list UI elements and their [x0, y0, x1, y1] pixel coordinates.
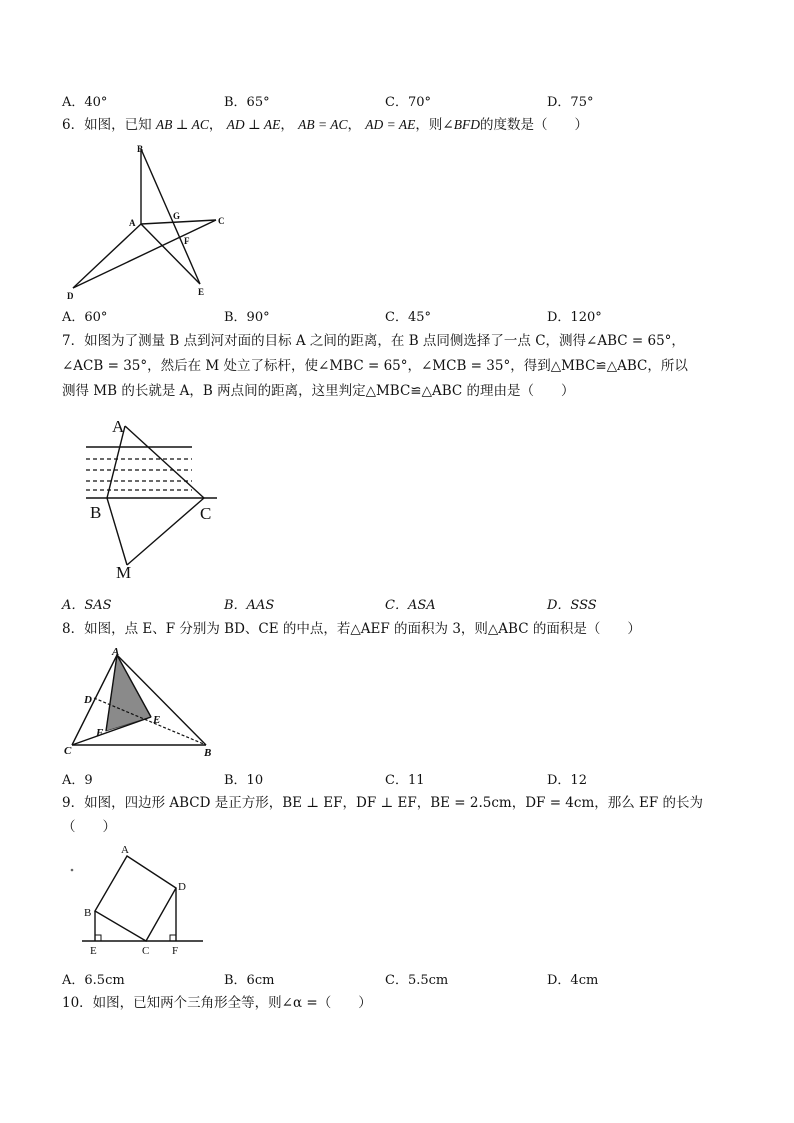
- q6-option-c[interactable]: C．45°: [385, 310, 431, 325]
- q7-stem-line-3: 测得 MB 的长就是 A，B 两点间的距离，这里判定△MBC≌△ABC 的理由是（ ）: [62, 383, 575, 399]
- q7-line-AC: [125, 426, 204, 498]
- q9-right-angle-E: [95, 935, 101, 941]
- q6-angle: BFD: [453, 117, 480, 132]
- q7-figure: [80, 410, 240, 585]
- q6-stem: 6．如图，已知 AB ⊥ AC， AD ⊥ AE， AB = AC， AD = AE，则∠BFD的度数是（ ）: [62, 117, 588, 133]
- q8-label-C: C: [64, 745, 72, 757]
- q7-option-d[interactable]: D．SSS: [547, 598, 597, 613]
- q6-label-G: G: [173, 211, 181, 221]
- q6-option-d[interactable]: D．120°: [547, 310, 602, 325]
- q9-label-B: B: [84, 907, 92, 919]
- q6-cond-3: AB = AC: [298, 117, 348, 132]
- q6-label-D: D: [67, 291, 74, 301]
- q9-options: [62, 969, 762, 989]
- q6-label-C: C: [218, 216, 225, 226]
- q6-line-AE: [141, 224, 200, 284]
- q6-label-E: E: [198, 287, 205, 297]
- q8-figure: [60, 643, 230, 763]
- q6-cond-1: AB ⊥ AC: [155, 117, 209, 132]
- q7-option-a[interactable]: A．SAS: [62, 598, 112, 613]
- q8-stem: 8．如图，点 E、F 分别为 BD、CE 的中点，若△AEF 的面积为 3，则△ABC 的面积是（ ）: [62, 621, 641, 637]
- q9-label-A: A: [121, 844, 129, 856]
- q6-stem-a: 如图，已知: [84, 117, 152, 133]
- q9-option-c[interactable]: C．5.5cm: [385, 973, 449, 988]
- q7-label-C: C: [200, 504, 212, 523]
- q6-option-b[interactable]: B．90°: [224, 310, 270, 325]
- q6-label-A: A: [129, 218, 136, 228]
- q9-stem-line-2: （ ）: [62, 819, 116, 835]
- q9-label-F: F: [172, 945, 179, 957]
- q8-label-B: B: [204, 747, 212, 759]
- q6-figure: [60, 140, 230, 305]
- q8-option-b[interactable]: B．10: [224, 773, 264, 788]
- q6-option-a[interactable]: A．60°: [62, 310, 108, 325]
- q5-option-d[interactable]: D．75°: [547, 95, 594, 110]
- q7-line-CM: [127, 498, 204, 565]
- q6-cond-2: AD ⊥ AE: [226, 117, 281, 132]
- q9-label-D: D: [178, 881, 186, 893]
- q7-stem-line-1: 7．如图为了测量 B 点到河对面的目标 A 之间的距离，在 B 点同侧选择了一点 C，测得∠ABC = 65°，: [62, 333, 685, 349]
- q9-label-E: E: [90, 945, 97, 957]
- q6-line-BE: [141, 149, 200, 284]
- q7-line-AB: [107, 426, 125, 498]
- q8-option-a[interactable]: A．9: [62, 773, 93, 788]
- q8-label-A: A: [112, 646, 120, 658]
- q6-stem-b: 则∠: [428, 117, 454, 133]
- q8-options: [62, 769, 762, 789]
- q6-label-F: F: [184, 236, 190, 246]
- q7-option-c[interactable]: C．ASA: [385, 598, 436, 613]
- q9-label-C: C: [142, 945, 150, 957]
- q6-options: [62, 306, 762, 326]
- q9-right-angle-F: [170, 935, 176, 941]
- q9-option-d[interactable]: D．4cm: [547, 973, 599, 988]
- q7-label-M: M: [116, 563, 132, 582]
- q8-label-F: F: [96, 727, 104, 739]
- q6-line-AD: [73, 224, 141, 288]
- q6-stem-c: 的度数是（ ）: [479, 117, 588, 133]
- q5-option-b[interactable]: B．65°: [224, 95, 270, 110]
- q7-label-A: A: [112, 417, 125, 436]
- q9-option-b[interactable]: B．6cm: [224, 973, 275, 988]
- q7-line-BM: [107, 498, 127, 565]
- q8-option-d[interactable]: D．12: [547, 773, 587, 788]
- q6-label-B: B: [137, 144, 144, 154]
- q8-label-E: E: [153, 714, 161, 726]
- q8-label-D: D: [84, 694, 92, 706]
- q5-options: [62, 91, 762, 111]
- q6-cond-4: AD = AE: [365, 117, 416, 132]
- q10-stem: 10．如图，已知两个三角形全等，则∠α =（ ）: [62, 995, 372, 1011]
- q9-figure: [60, 840, 220, 965]
- q9-stem-line-1: 9．如图，四边形 ABCD 是正方形，BE ⊥ EF，DF ⊥ EF，BE = 2.5cm，DF = 4cm，那么 EF 的长为: [62, 795, 704, 811]
- q7-label-B: B: [90, 503, 102, 522]
- q7-option-b[interactable]: B．AAS: [224, 598, 275, 613]
- q8-option-c[interactable]: C．11: [385, 773, 425, 788]
- q6-number: 6．: [62, 117, 85, 133]
- q9-scan-speck: [71, 869, 74, 872]
- q9-square-ABCD: [95, 856, 176, 941]
- q5-option-a[interactable]: A．40°: [62, 95, 108, 110]
- q7-stem-line-2: ∠ACB = 35°，然后在 M 处立了标杆，使∠MBC = 65°，∠MCB = 35°，得到△MBC≌△ABC，所以: [62, 358, 688, 374]
- q9-option-a[interactable]: A．6.5cm: [62, 973, 125, 988]
- q5-option-c[interactable]: C．70°: [385, 95, 431, 110]
- q7-options: [62, 594, 762, 614]
